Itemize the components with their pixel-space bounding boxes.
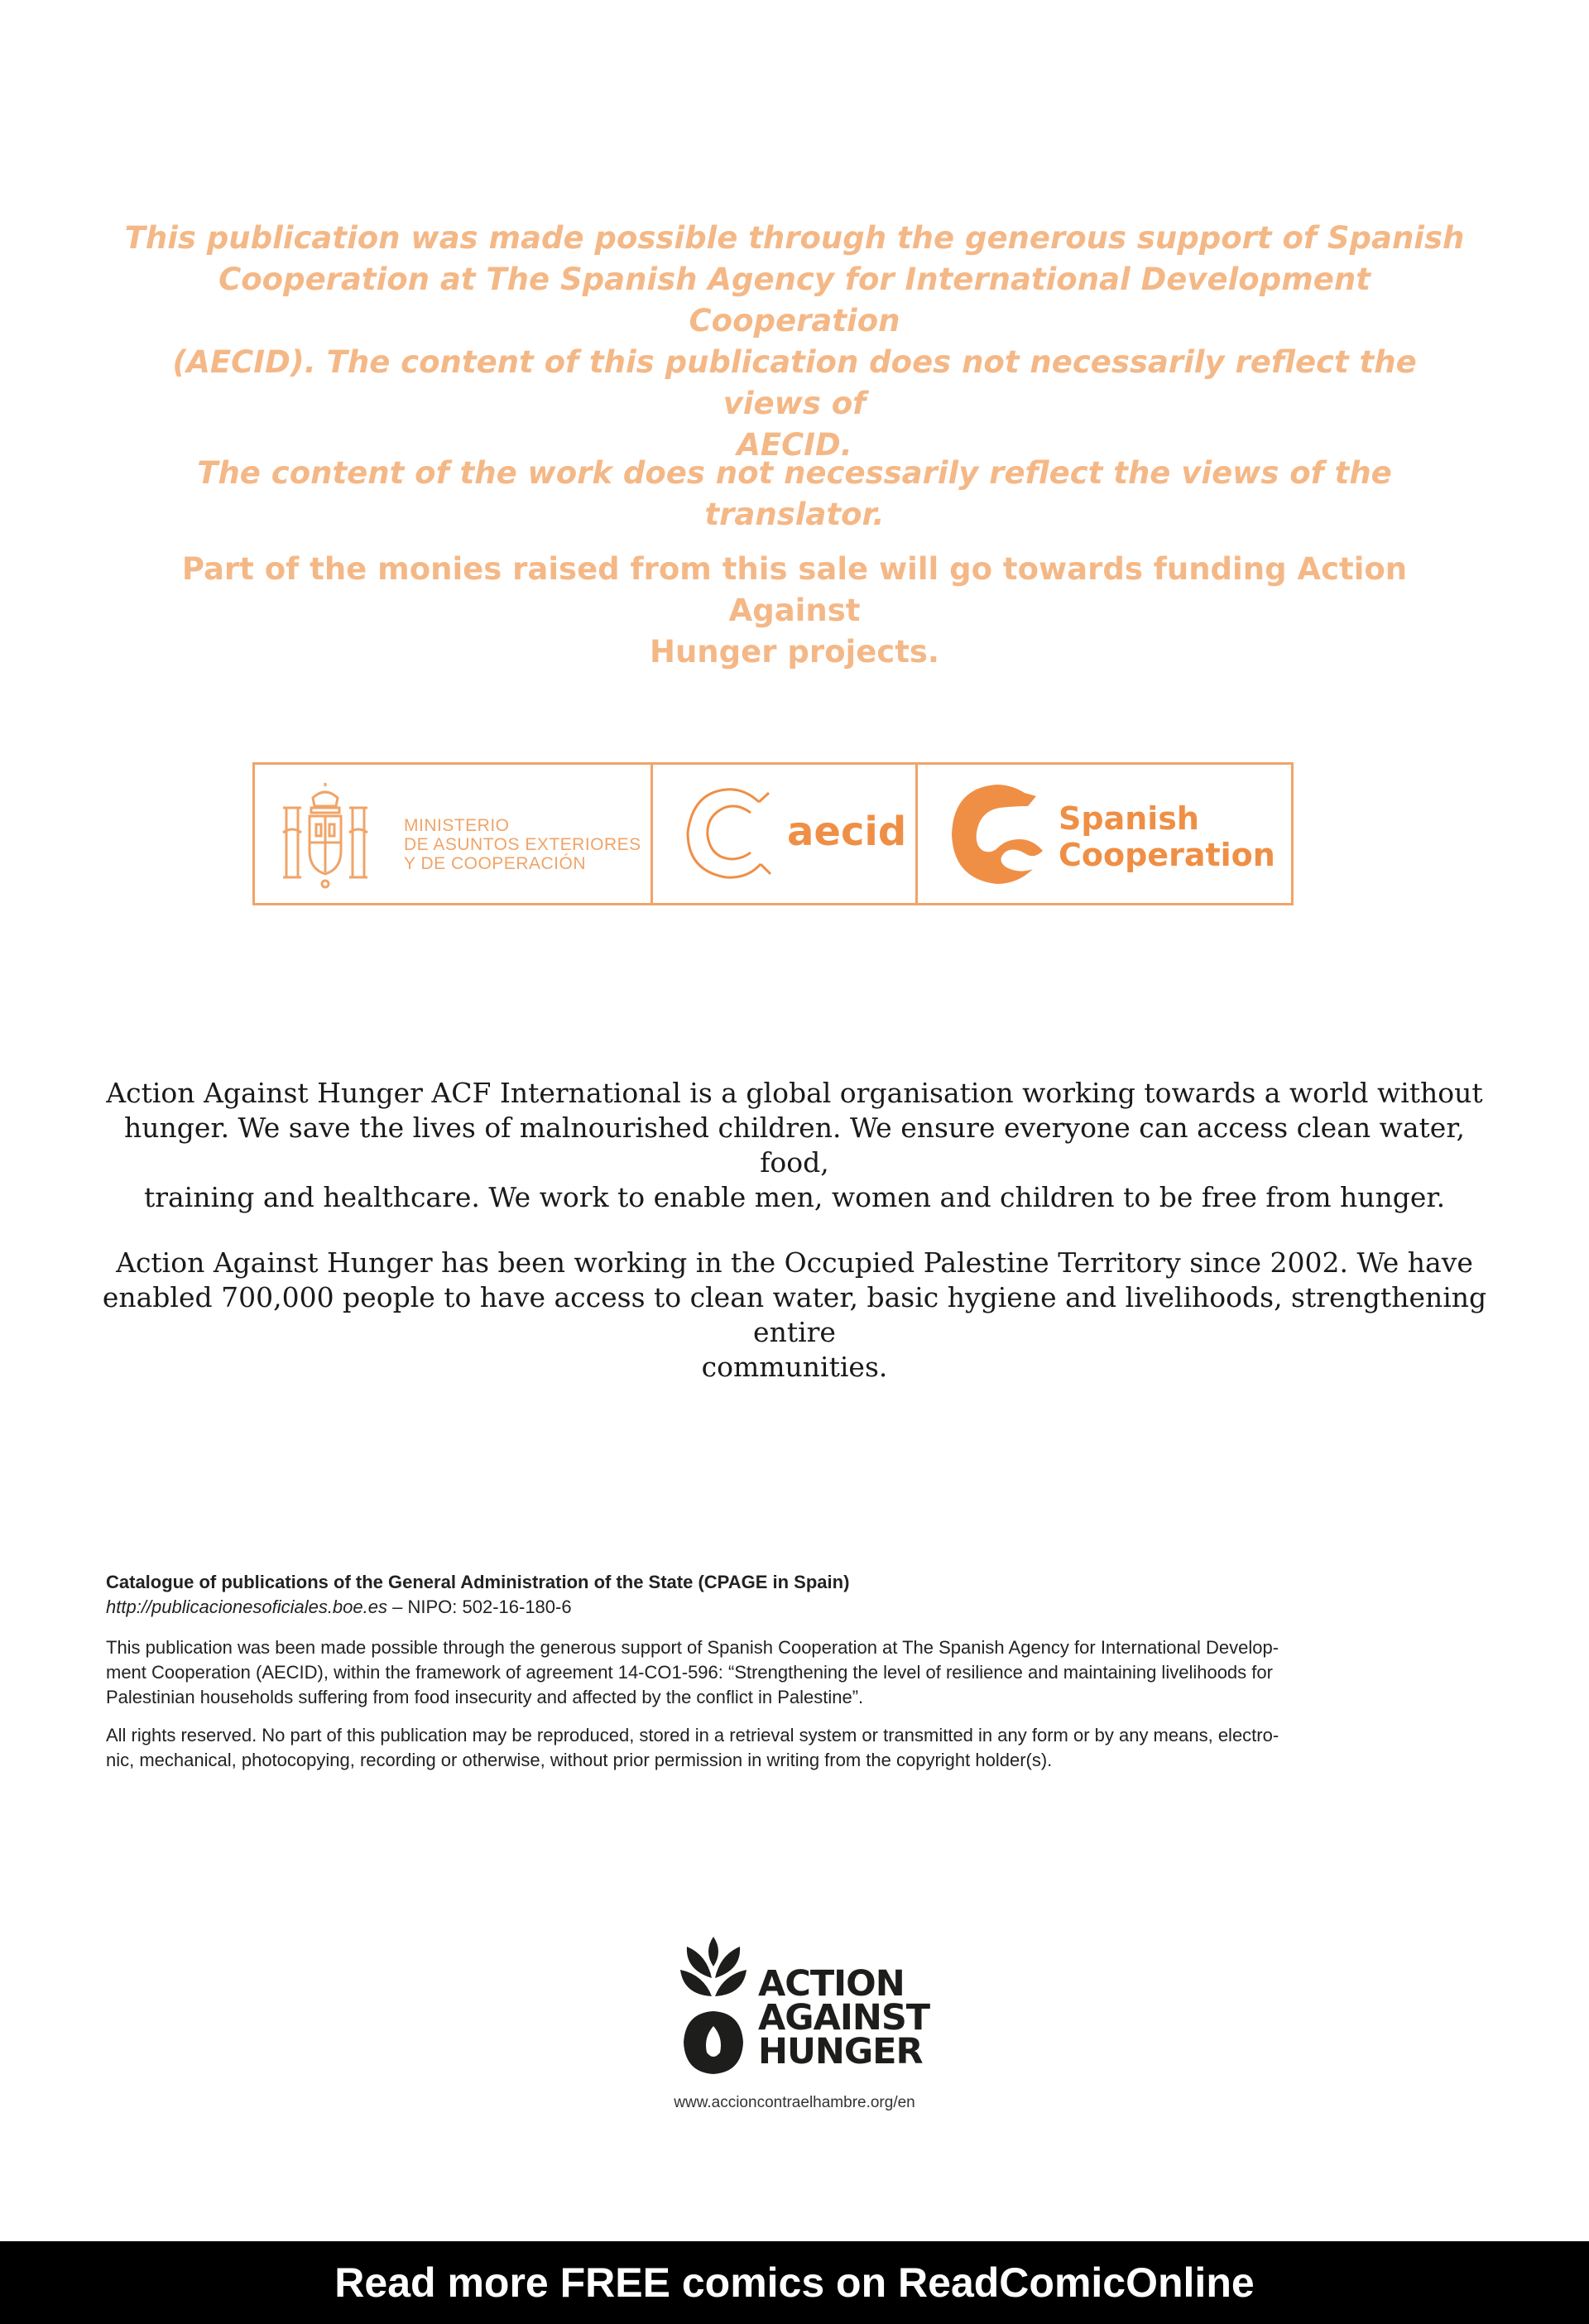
disclaimer-line: (AECID). The content of this publication does not necessarily reflect the views of xyxy=(172,344,1417,421)
nipo-number: – NIPO: 502-16-180-6 xyxy=(392,1597,572,1617)
ministry-line: Y DE COOPERACIÓN xyxy=(404,854,586,873)
aecid-support-disclaimer xyxy=(124,218,1465,466)
footer-banner[interactable] xyxy=(0,2241,1589,2324)
spanish-cooperation-wordmark xyxy=(1059,800,1275,873)
about-paragraph-2 xyxy=(99,1246,1490,1385)
proceeds-notice xyxy=(124,549,1465,673)
support-statement xyxy=(106,1635,1463,1710)
spanish-cooperation-logo xyxy=(918,765,1291,903)
translator-disclaimer xyxy=(124,453,1465,535)
about-line: communities. xyxy=(701,1351,888,1383)
about-line: enabled 700,000 people to have access to clean water, basic hygiene and livelihoods, strengthening entire xyxy=(102,1281,1487,1348)
catalogue-url[interactable]: http://publicacionesoficiales.boe.es xyxy=(106,1597,387,1617)
spanish-cooperation-icon xyxy=(947,781,1046,889)
brand-line: ACTION xyxy=(758,1963,905,2005)
ministry-line: DE ASUNTOS EXTERIORES xyxy=(404,835,641,854)
proceeds-line: Part of the monies raised from this sale will go towards funding Action Against xyxy=(181,551,1408,628)
ministry-logo xyxy=(255,765,653,903)
spanish-cooperation-line: Cooperation xyxy=(1059,837,1275,873)
coat-of-arms-icon xyxy=(280,783,371,891)
about-line: Action Against Hunger ACF International is a global organisation working towards a world without xyxy=(106,1077,1483,1109)
about-line: training and healthcare. We work to enable men, women and children to be free from hunger. xyxy=(143,1181,1446,1213)
about-line: Action Against Hunger has been working in the Occupied Palestine Territory since 2002. We have xyxy=(116,1246,1473,1279)
brand-website-link[interactable]: www.accioncontraelhambre.org/en xyxy=(674,2094,915,2111)
spanish-cooperation-line: Spanish xyxy=(1059,800,1199,837)
disclaimer-line: This publication was made possible through the generous support of Spanish xyxy=(124,220,1465,256)
support-line: ment Cooperation (AECID), within the framework of agreement 14-CO1-596: “Strengthening the level of resilience and maintaining livelihoods for xyxy=(106,1662,1273,1683)
aecid-c-icon xyxy=(678,781,777,889)
catalogue-info xyxy=(106,1570,1463,1620)
translator-disclaimer-text: The content of the work does not necessarily reflect the views of the translator. xyxy=(197,455,1392,532)
rights-statement xyxy=(106,1723,1463,1773)
brand-line: HUNGER xyxy=(758,2031,923,2072)
action-against-hunger-wordmark xyxy=(758,1963,930,2072)
footer-banner-text: Read more FREE comics on ReadComicOnline xyxy=(334,2259,1255,2306)
brand-line: AGAINST xyxy=(758,1997,930,2038)
sponsor-logo-bar xyxy=(252,762,1294,905)
aecid-logo xyxy=(653,765,918,903)
rights-line: nic, mechanical, photocopying, recording or otherwise, without prior permission in writing from the copyright holder(s). xyxy=(106,1750,1053,1770)
ministry-line: MINISTERIO xyxy=(404,816,510,835)
catalogue-title: Catalogue of publications of the General Administration of the State (CPAGE in Spain) xyxy=(106,1572,850,1592)
aecid-wordmark: aecid xyxy=(787,809,907,855)
disclaimer-line: AECID. xyxy=(737,427,852,463)
disclaimer-line: Cooperation at The Spanish Agency for International Development Cooperation xyxy=(218,262,1371,339)
about-paragraph-1 xyxy=(99,1076,1490,1215)
rights-line: All rights reserved. No part of this publication may be reproduced, stored in a retrieval system or transmitted in any form or by any means, electro- xyxy=(106,1725,1279,1745)
ministry-name xyxy=(404,816,641,873)
support-line: This publication was been made possible through the generous support of Spanish Cooperation at The Spanish Agency for International Develop- xyxy=(106,1637,1279,1658)
support-line: Palestinian households suffering from food insecurity and affected by the conflict in Palestine”. xyxy=(106,1687,864,1707)
proceeds-line: Hunger projects. xyxy=(650,634,939,670)
about-line: hunger. We save the lives of malnourished children. We ensure everyone can access clean water, food, xyxy=(124,1112,1465,1179)
